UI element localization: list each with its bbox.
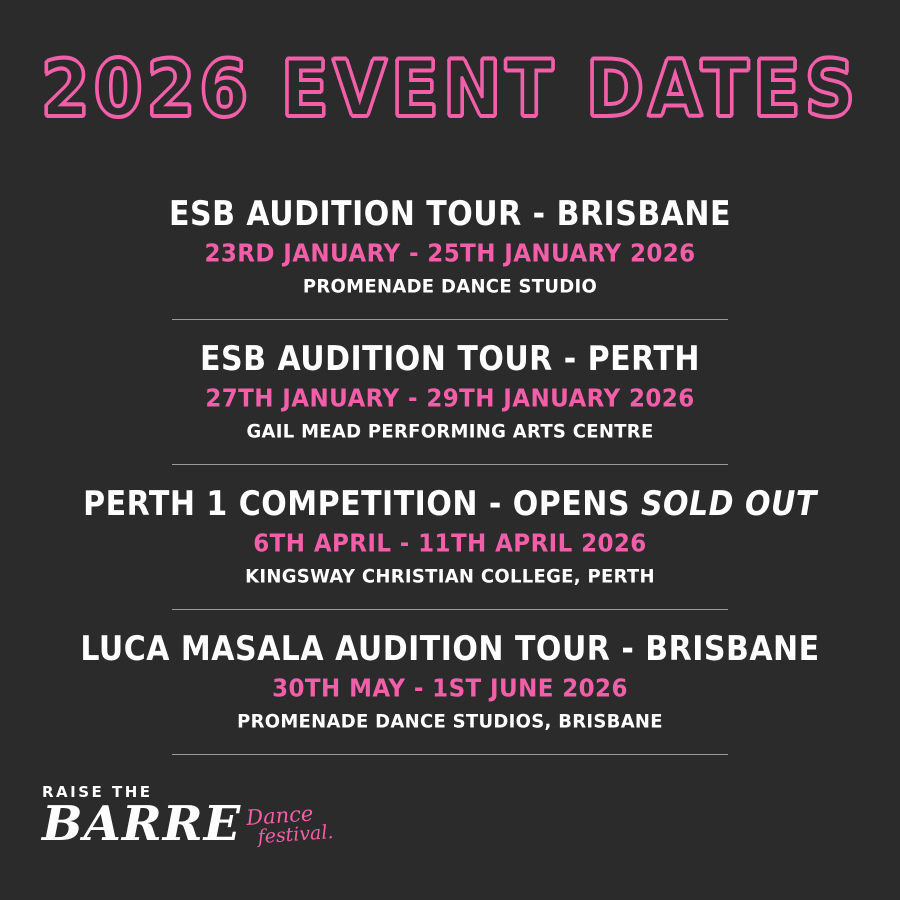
event-dates: 30TH MAY - 1ST JUNE 2026 [272,674,628,704]
logo-wordmark [42,796,335,853]
event-name-text: LUCA MASALA AUDITION TOUR - BRISBANE [80,629,820,670]
logo-script-line-2: festival. [257,821,335,849]
event-dates: 6TH APRIL - 11TH APRIL 2026 [253,529,647,559]
event-item [70,629,830,733]
event-item [70,484,830,588]
logo-tagline: RAISE THE [42,783,153,802]
event-name [70,630,830,669]
sold-out-badge: SOLD OUT [640,484,817,525]
event-item [70,339,830,443]
event-venue: KINGSWAY CHRISTIAN COLLEGE, PERTH [245,565,655,588]
logo-script-text [246,802,335,848]
event-dates: 27TH JANUARY - 29TH JANUARY 2026 [205,384,695,414]
logo-main-text: BARRE [42,796,242,853]
divider [172,319,728,320]
title-area [0,0,900,135]
event-venue: PROMENADE DANCE STUDIO [302,275,598,298]
event-name-text: PERTH 1 COMPETITION - OPENS [83,484,630,525]
brand-logo [42,783,335,853]
event-dates: 23RD JANUARY - 25TH JANUARY 2026 [204,239,696,269]
event-name-text: ESB AUDITION TOUR - PERTH [200,339,700,380]
page-title: 2026 EVENT DATES [40,43,860,135]
divider [172,609,728,610]
divider [172,464,728,465]
logo-script-line-1: Dance [245,801,315,830]
divider [172,754,728,755]
event-name-text: ESB AUDITION TOUR - BRISBANE [169,194,731,235]
event-venue: GAIL MEAD PERFORMING ARTS CENTRE [246,420,654,443]
event-name [70,195,830,234]
event-name [70,485,830,524]
event-list [70,113,830,755]
event-item [70,194,830,298]
event-venue: PROMENADE DANCE STUDIOS, BRISBANE [237,710,663,733]
event-name [70,340,830,379]
